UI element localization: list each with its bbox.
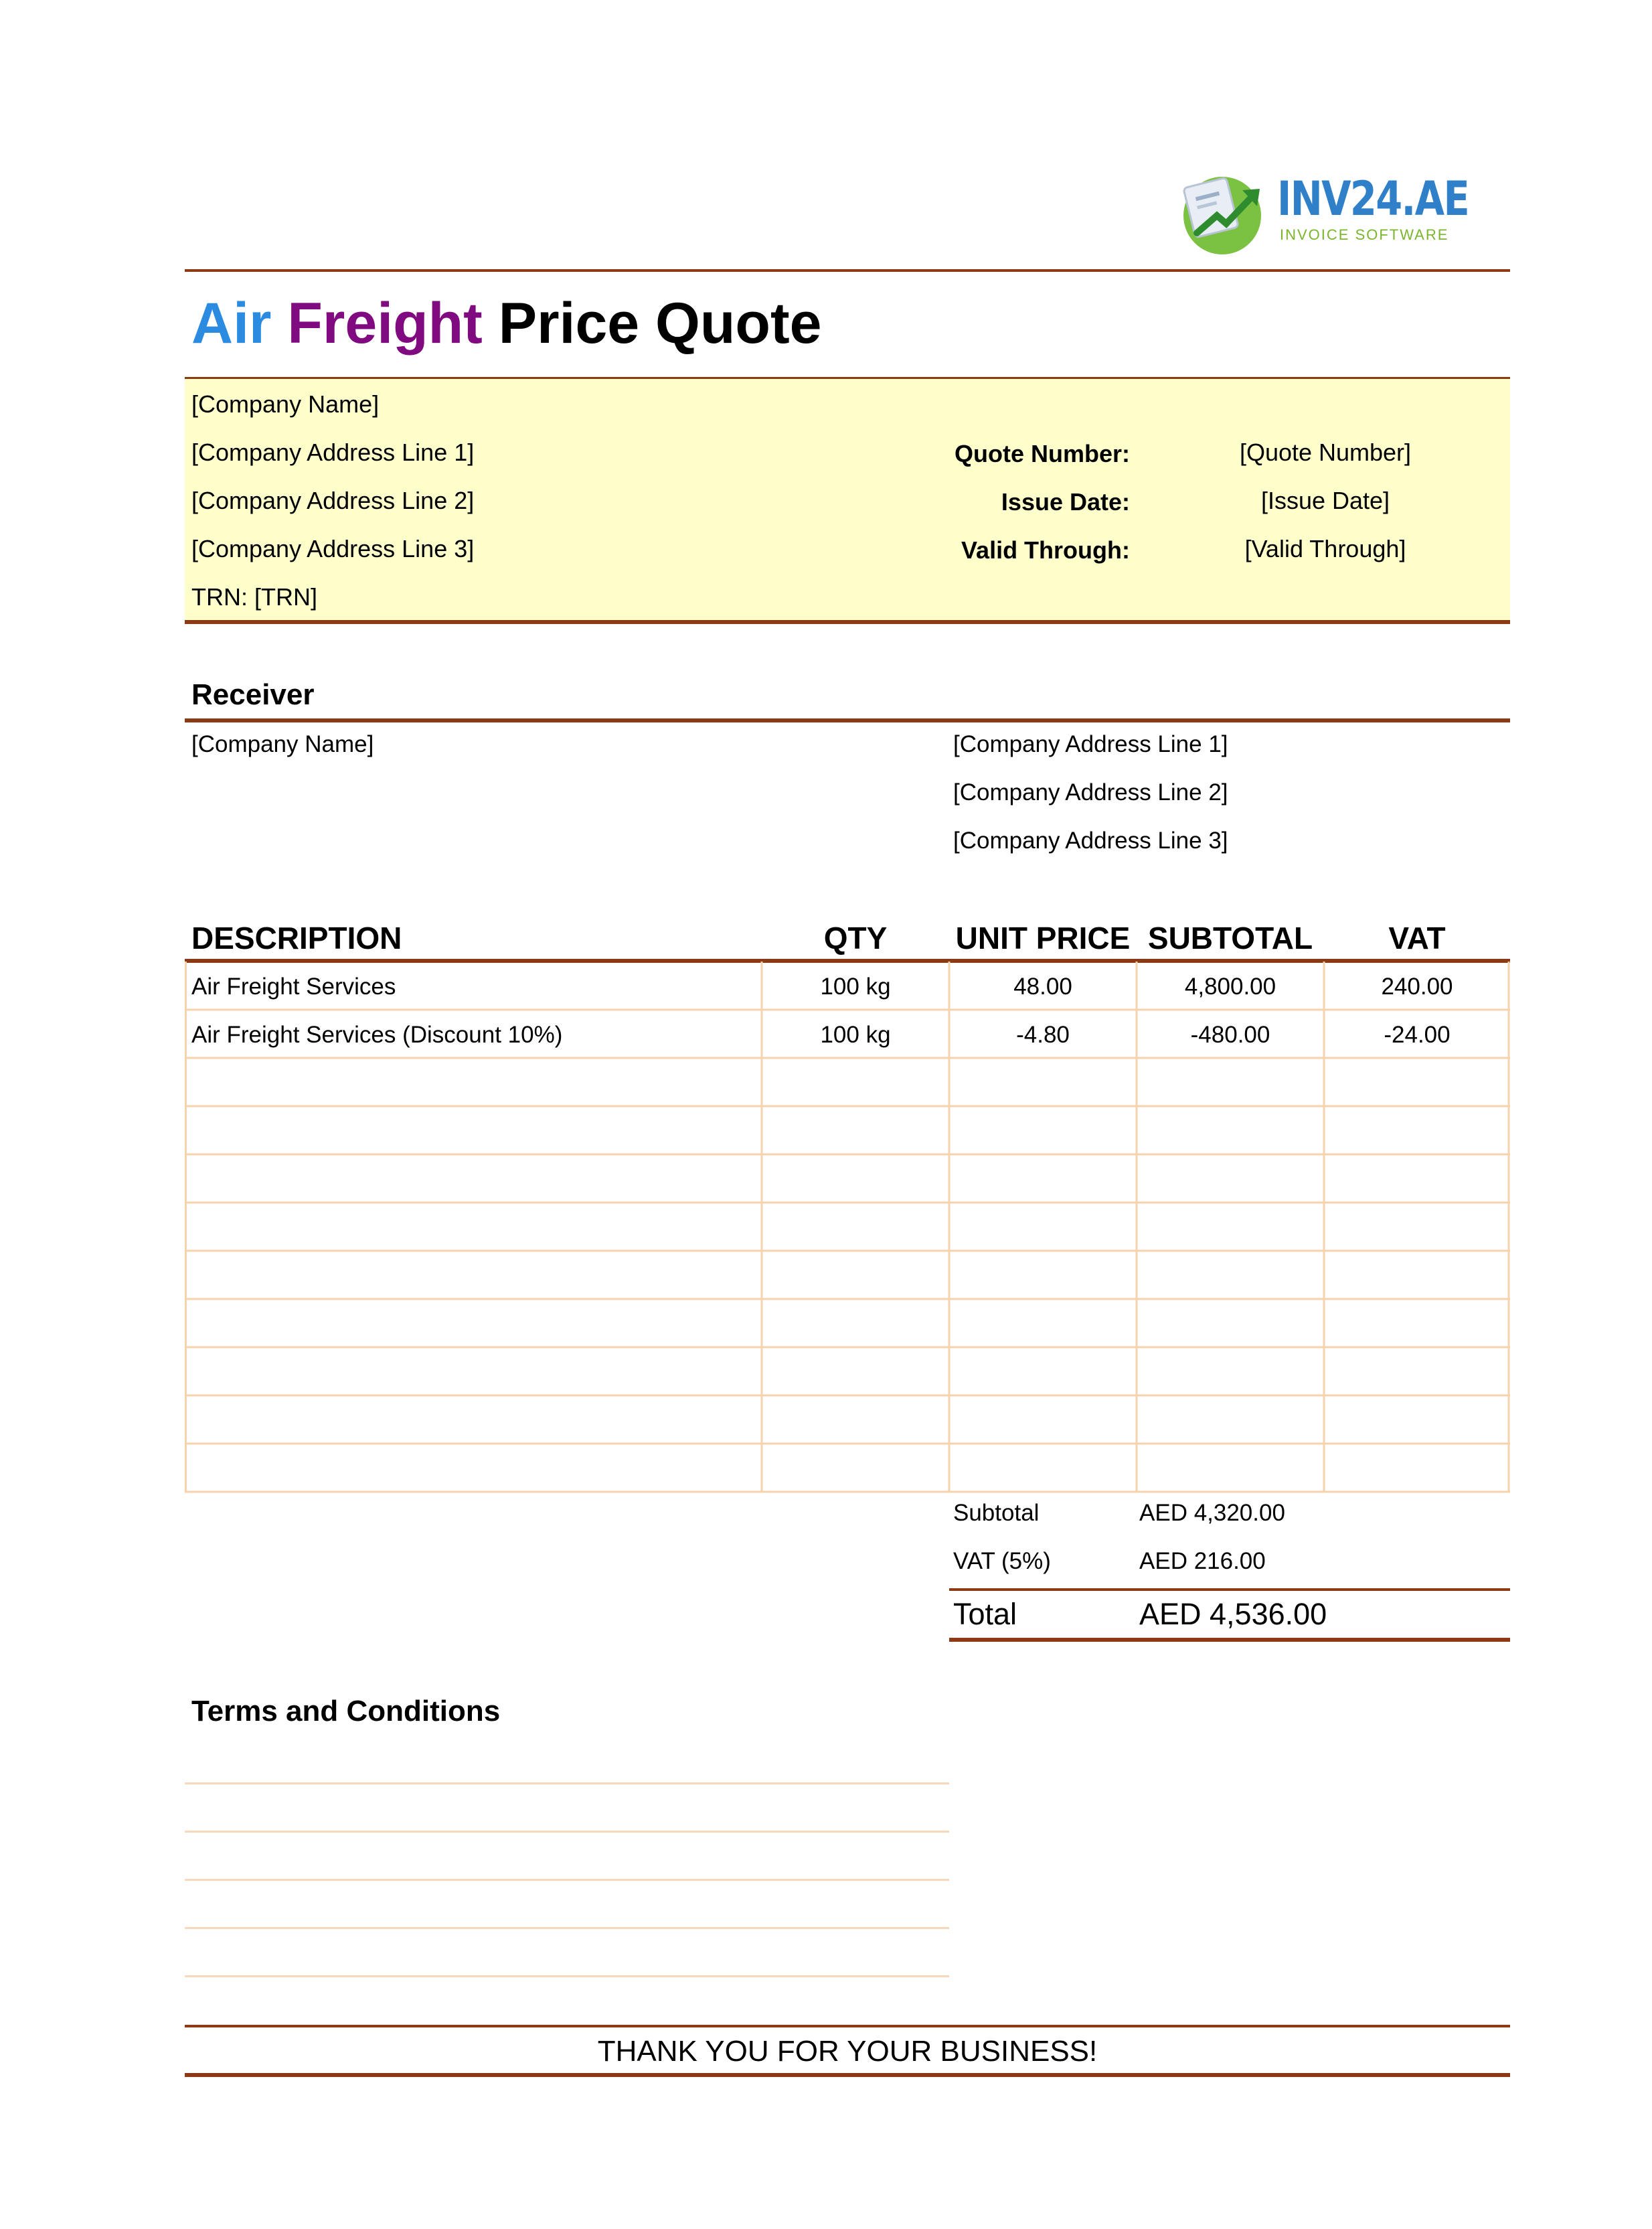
valid-through-label: Valid Through: bbox=[961, 536, 1130, 564]
company-block-bottom-border bbox=[185, 620, 1510, 624]
row-vat: 240.00 bbox=[1381, 974, 1453, 1000]
sender-address-1: [Company Address Line 1] bbox=[191, 439, 475, 466]
total-label: Total bbox=[953, 1597, 1017, 1631]
row-qty: 100 kg bbox=[820, 974, 891, 1000]
sender-company-name: [Company Name] bbox=[191, 390, 380, 418]
title-word-freight: Freight bbox=[287, 291, 483, 356]
row-description: Air Freight Services (Discount 10%) bbox=[191, 1022, 563, 1048]
receiver-address-3: [Company Address Line 3] bbox=[953, 828, 1228, 854]
page-title bbox=[191, 291, 822, 356]
terms-line bbox=[185, 1975, 949, 1977]
row-unit-price: 48.00 bbox=[1013, 974, 1072, 1000]
thank-you-message: THANK YOU FOR YOUR BUSINESS! bbox=[597, 2035, 1098, 2068]
vat-value: AED 216.00 bbox=[1139, 1548, 1266, 1574]
row-subtotal: -480.00 bbox=[1190, 1022, 1270, 1048]
row-subtotal: 4,800.00 bbox=[1184, 974, 1276, 1000]
issue-date-label: Issue Date: bbox=[1001, 488, 1130, 516]
title-word-price-quote: Price Quote bbox=[498, 291, 822, 356]
logo-wordmark: INV24.AE bbox=[1277, 171, 1469, 226]
receiver-divider bbox=[185, 718, 1510, 722]
sender-address-3: [Company Address Line 3] bbox=[191, 535, 475, 562]
valid-through-value: [Valid Through] bbox=[1244, 535, 1406, 562]
sender-address-2: [Company Address Line 2] bbox=[191, 487, 475, 514]
row-description: Air Freight Services bbox=[191, 974, 396, 1000]
footer-bottom-divider bbox=[185, 2073, 1510, 2077]
col-header-vat: VAT bbox=[1388, 921, 1446, 955]
sender-trn: TRN: [TRN] bbox=[191, 583, 317, 611]
row-qty: 100 kg bbox=[820, 1022, 891, 1048]
terms-line bbox=[185, 1879, 949, 1881]
terms-heading: Terms and Conditions bbox=[191, 1695, 501, 1727]
receiver-company-name: [Company Name] bbox=[191, 731, 374, 757]
quote-number-label: Quote Number: bbox=[954, 440, 1130, 467]
title-word-air: Air bbox=[191, 291, 272, 356]
footer-top-divider bbox=[185, 2025, 1510, 2027]
col-header-unit-price: UNIT PRICE bbox=[955, 921, 1131, 955]
col-header-description: DESCRIPTION bbox=[191, 921, 402, 955]
total-top-divider bbox=[949, 1588, 1510, 1591]
subtotal-label: Subtotal bbox=[953, 1500, 1040, 1526]
top-divider bbox=[185, 269, 1510, 272]
total-value: AED 4,536.00 bbox=[1139, 1597, 1327, 1631]
col-header-subtotal: SUBTOTAL bbox=[1147, 921, 1313, 955]
col-header-qty: QTY bbox=[823, 921, 888, 955]
total-bottom-divider bbox=[949, 1638, 1510, 1642]
quote-number-value: [Quote Number] bbox=[1239, 439, 1412, 466]
terms-line bbox=[185, 1782, 949, 1784]
vat-label: VAT (5%) bbox=[953, 1548, 1051, 1574]
terms-line bbox=[185, 1831, 949, 1833]
subtotal-value: AED 4,320.00 bbox=[1139, 1500, 1285, 1526]
terms-line bbox=[185, 1927, 949, 1929]
row-vat: -24.00 bbox=[1384, 1022, 1451, 1048]
logo-tagline: INVOICE SOFTWARE bbox=[1280, 226, 1449, 243]
receiver-address-1: [Company Address Line 1] bbox=[953, 731, 1228, 757]
receiver-address-2: [Company Address Line 2] bbox=[953, 779, 1228, 805]
issue-date-value: [Issue Date] bbox=[1260, 487, 1390, 514]
logo-icon bbox=[1178, 169, 1272, 256]
receiver-heading: Receiver bbox=[191, 678, 315, 711]
row-unit-price: -4.80 bbox=[1016, 1022, 1070, 1048]
